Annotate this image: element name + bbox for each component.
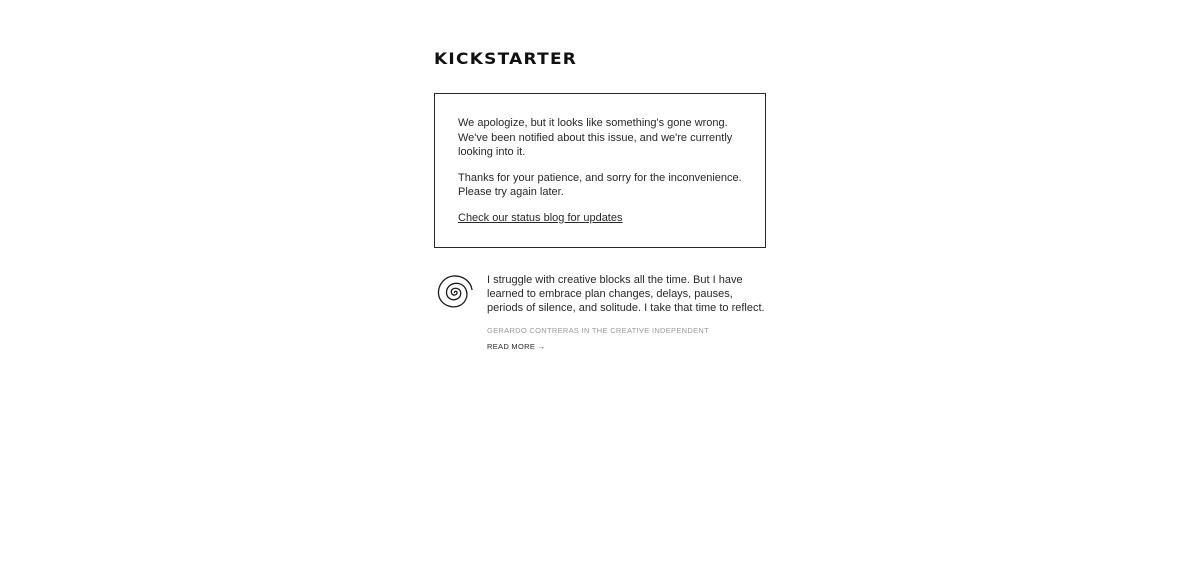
kickstarter-logo[interactable]: KICKSTARTER: [434, 49, 578, 68]
status-paragraph: [458, 211, 748, 226]
error-message-content: [458, 116, 748, 225]
status-blog-link[interactable]: Check our status blog for updates: [458, 211, 623, 224]
quote-text: I struggle with creative blocks all the time. But I have learned to embrace plan changes, delays, pauses, periods of silence, and solitude. I take that time to reflect.: [487, 274, 765, 314]
read-more-link[interactable]: READ MORE →: [487, 342, 546, 351]
error-thanks-text: Thanks for your patience, and sorry for the inconvenience. Please try again later.: [458, 171, 742, 198]
error-apology-text: We apologize, but it looks like something's gone wrong. We've been notified about this issue, and we're currently looking into it.: [458, 117, 733, 158]
quote-attribution: GERARDO CONTRERAS IN THE CREATIVE INDEPENDENT: [487, 326, 709, 335]
error-message-box: [434, 93, 766, 248]
spiral-icon: [434, 272, 474, 310]
